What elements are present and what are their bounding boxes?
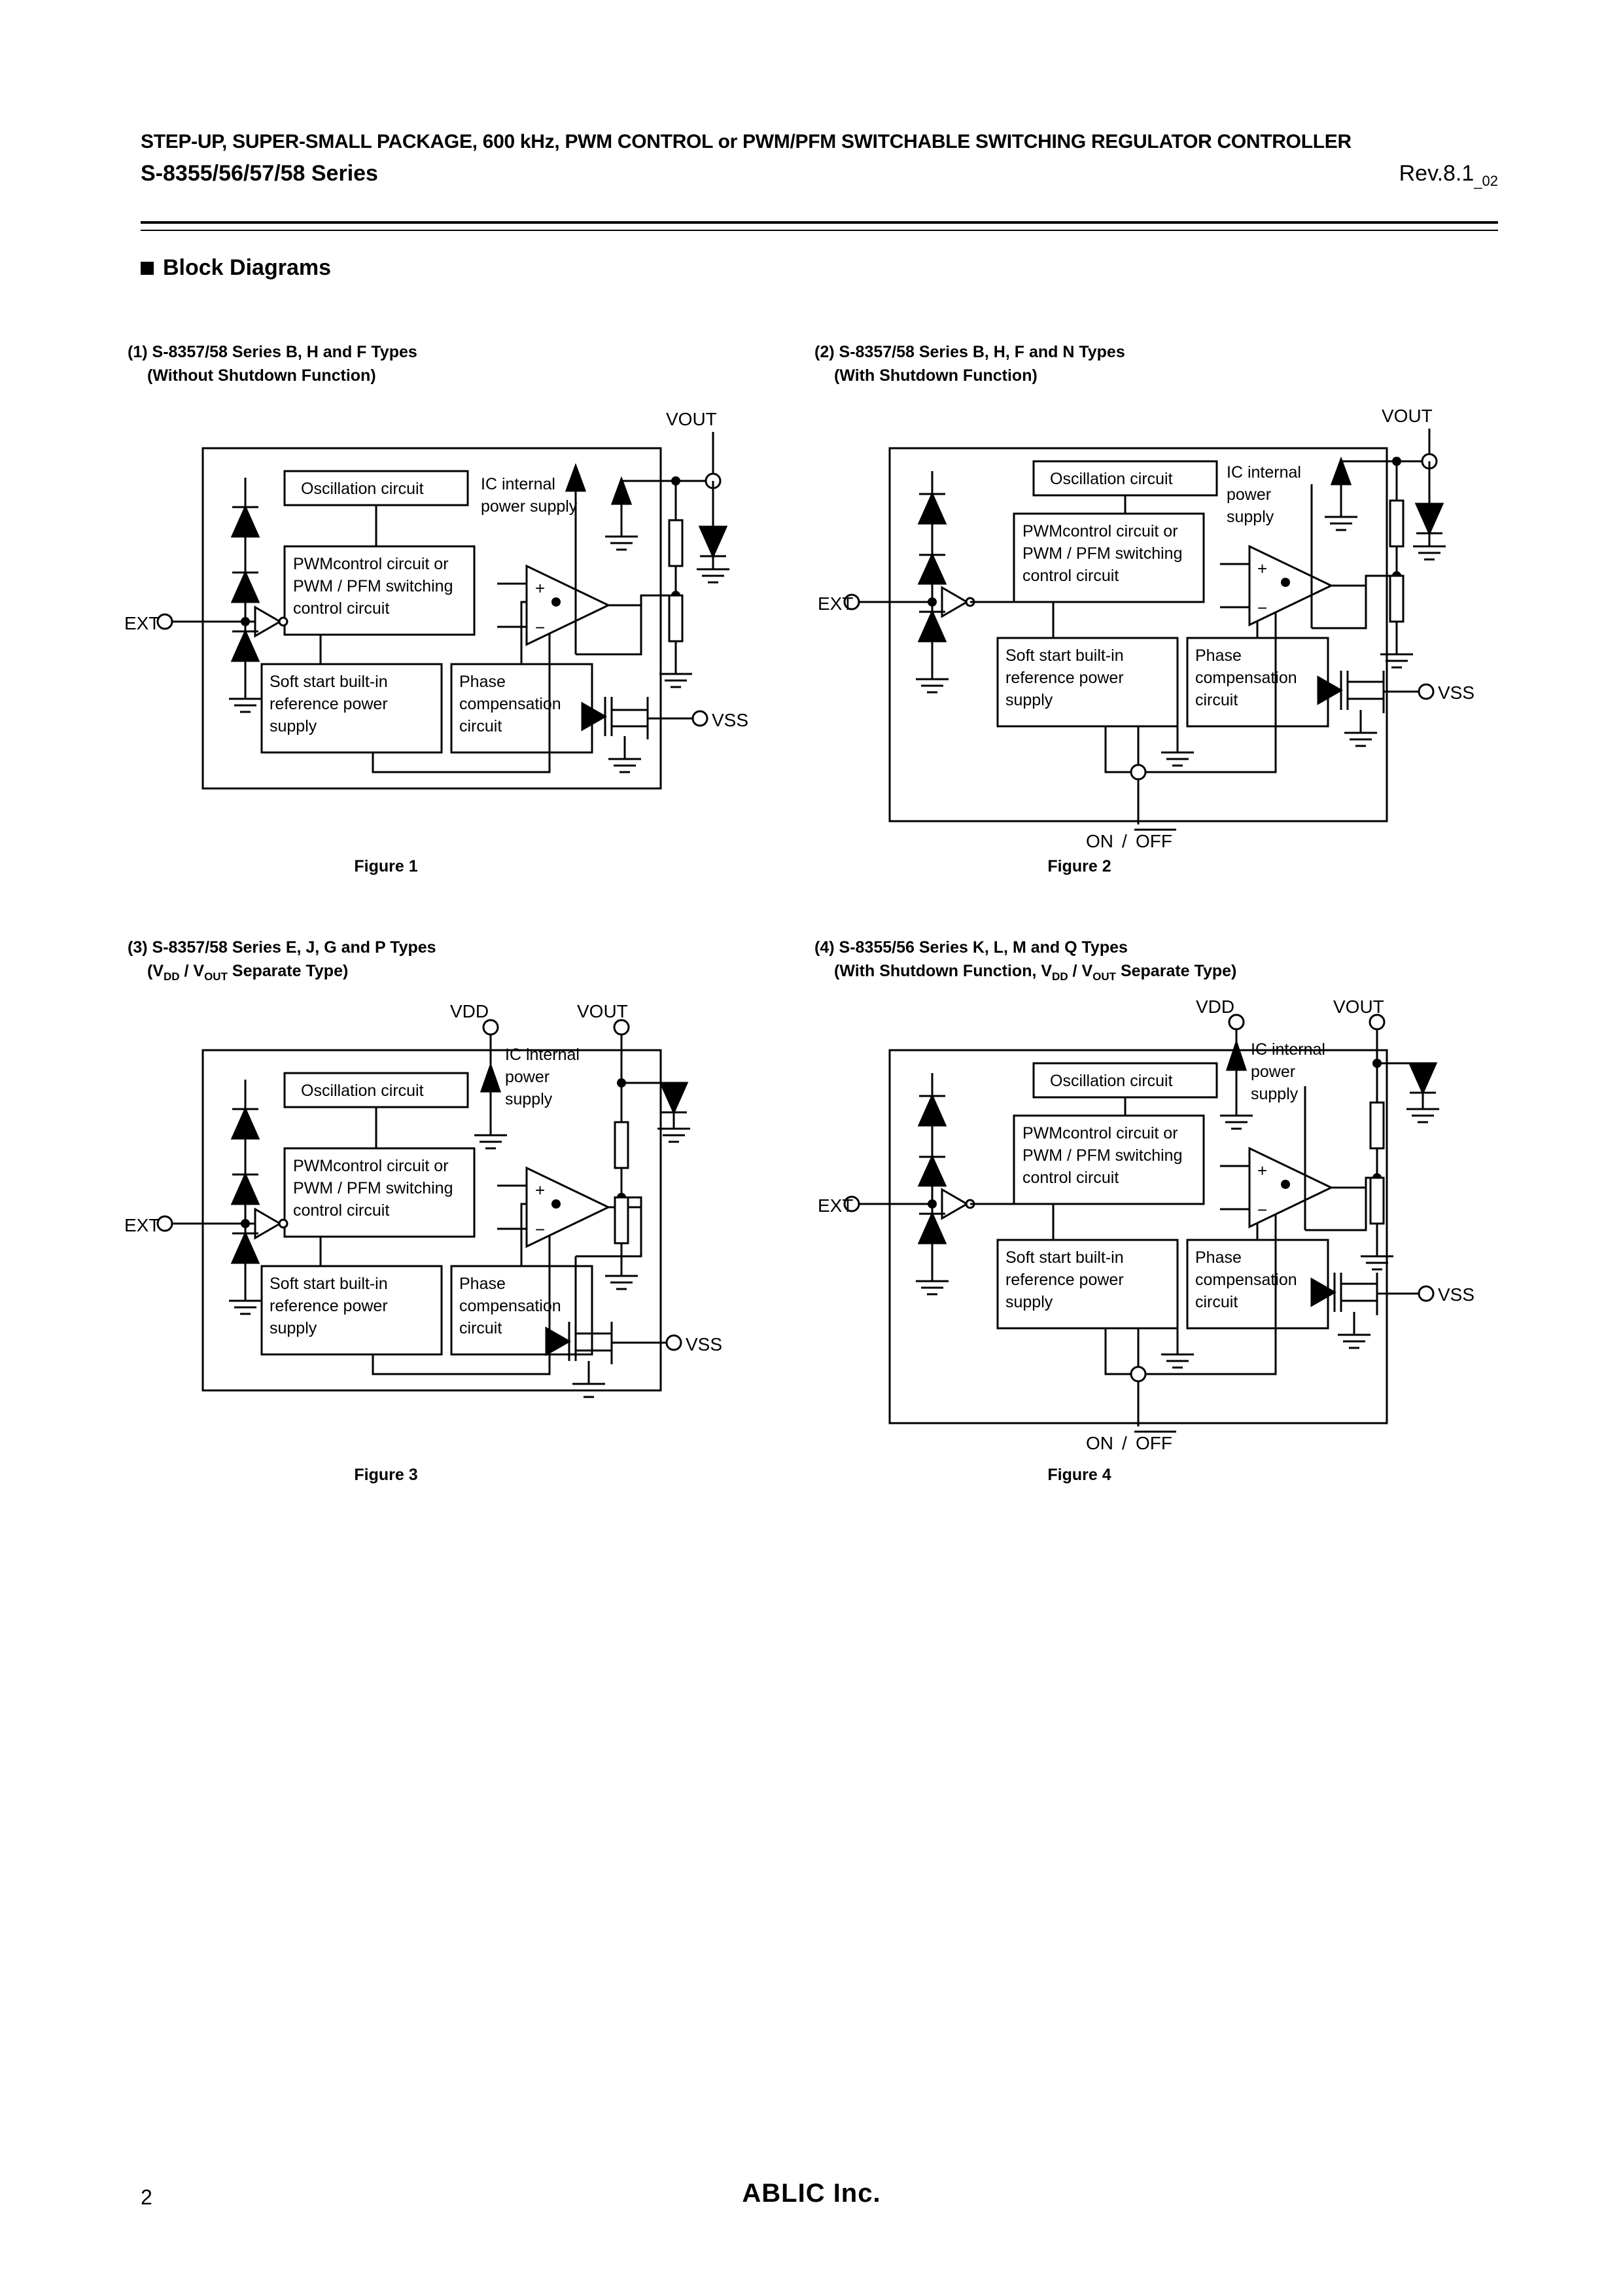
figure-4-caption: Figure 4 — [1047, 1466, 1111, 1484]
figure-2-diagram — [818, 406, 1485, 877]
svg-text:Oscillation circuit: Oscillation circuit — [301, 1082, 424, 1100]
svg-text:PWM / PFM switching: PWM / PFM switching — [293, 577, 453, 595]
svg-text:power: power — [505, 1068, 550, 1086]
svg-text:supply: supply — [270, 717, 317, 735]
svg-text:OFF: OFF — [1136, 1433, 1172, 1453]
page-title — [141, 255, 331, 281]
figure-2-caption: Figure 2 — [1047, 857, 1111, 875]
figure-1-number: (1) — [128, 343, 148, 361]
svg-text:VOUT: VOUT — [1333, 997, 1384, 1017]
figure-2-number: (2) — [814, 343, 835, 361]
document-header — [141, 131, 1498, 190]
svg-text:Phase: Phase — [1195, 646, 1242, 665]
svg-text:Phase: Phase — [459, 1275, 506, 1293]
svg-text:VDD: VDD — [450, 1001, 489, 1021]
svg-text:−: − — [535, 1220, 546, 1239]
svg-text:VOUT: VOUT — [577, 1001, 628, 1021]
header-revision — [1399, 161, 1498, 190]
svg-text:VSS: VSS — [686, 1334, 723, 1354]
svg-text:OFF: OFF — [1136, 831, 1172, 851]
svg-text:circuit: circuit — [1195, 691, 1238, 709]
svg-text:control circuit: control circuit — [293, 1201, 390, 1220]
page-title-label: Block Diagrams — [163, 255, 331, 280]
svg-text:Phase: Phase — [1195, 1248, 1242, 1267]
svg-text:reference power: reference power — [1005, 669, 1124, 687]
revision-main: Rev.8.1 — [1399, 161, 1475, 186]
figure-3-diagram — [124, 1001, 778, 1466]
svg-text:VSS: VSS — [1438, 1284, 1475, 1305]
svg-text:compensation: compensation — [459, 695, 561, 713]
svg-text:+: + — [535, 578, 546, 598]
svg-text:VSS: VSS — [712, 710, 749, 730]
svg-text:reference power: reference power — [270, 695, 388, 713]
figure-2-title: S-8357/58 Series B, H, F and N Types — [839, 343, 1125, 361]
svg-text:Phase: Phase — [459, 673, 506, 691]
svg-text:PWMcontrol circuit or: PWMcontrol circuit or — [1022, 522, 1178, 540]
svg-text:VOUT: VOUT — [666, 409, 717, 429]
svg-text:Soft start built-in: Soft start built-in — [1005, 646, 1124, 665]
svg-text:−: − — [535, 618, 546, 637]
svg-text:circuit: circuit — [459, 717, 502, 735]
svg-text:supply: supply — [270, 1319, 317, 1337]
svg-text:compensation: compensation — [1195, 669, 1297, 687]
svg-text:supply: supply — [1227, 508, 1274, 526]
svg-text:ON: ON — [1086, 1433, 1113, 1453]
svg-text:reference power: reference power — [270, 1297, 388, 1315]
svg-text:IC internal: IC internal — [505, 1046, 580, 1064]
svg-text:supply: supply — [1251, 1085, 1299, 1103]
svg-text:VOUT: VOUT — [1382, 406, 1433, 426]
figure-3-number: (3) — [128, 938, 148, 957]
figure-1-caption: Figure 1 — [354, 857, 418, 875]
bullet-square-icon — [141, 262, 154, 275]
figure-4-diagram — [818, 997, 1485, 1479]
svg-text:IC internal: IC internal — [1227, 463, 1301, 482]
svg-text:VSS: VSS — [1438, 682, 1475, 703]
svg-text:Soft start built-in: Soft start built-in — [270, 1275, 388, 1293]
svg-text:compensation: compensation — [459, 1297, 561, 1315]
svg-text:Soft start built-in: Soft start built-in — [270, 673, 388, 691]
svg-text:power: power — [1227, 486, 1272, 504]
revision-suffix: _02 — [1474, 172, 1498, 189]
figure-4-title: S-8355/56 Series K, L, M and Q Types — [839, 938, 1128, 957]
svg-text:IC internal: IC internal — [481, 475, 555, 493]
svg-text:supply: supply — [505, 1090, 553, 1108]
figure-1-diagram — [124, 406, 778, 864]
osc-label-1: Oscillation circuit — [301, 480, 424, 498]
svg-text:EXT: EXT — [124, 1215, 160, 1235]
svg-text:supply: supply — [1005, 691, 1053, 709]
figure-1-subtitle: (Without Shutdown Function) — [147, 366, 376, 385]
svg-text:control circuit: control circuit — [1022, 567, 1119, 585]
svg-text:circuit: circuit — [1195, 1293, 1238, 1311]
svg-text:EXT: EXT — [818, 1195, 854, 1216]
svg-text:EXT: EXT — [124, 613, 160, 633]
figure-1-heading — [128, 340, 417, 388]
svg-text:PWM / PFM switching: PWM / PFM switching — [1022, 544, 1183, 563]
svg-text:power: power — [1251, 1063, 1296, 1081]
svg-text:+: + — [535, 1180, 546, 1200]
footer-brand: ABLIC Inc. — [742, 2179, 881, 2208]
svg-text:compensation: compensation — [1195, 1271, 1297, 1289]
svg-text:PWMcontrol circuit or: PWMcontrol circuit or — [293, 555, 449, 573]
svg-text:EXT: EXT — [818, 593, 854, 614]
svg-text:PWM / PFM switching: PWM / PFM switching — [1022, 1146, 1183, 1165]
svg-text:+: + — [1257, 1161, 1268, 1180]
svg-text:control circuit: control circuit — [1022, 1169, 1119, 1187]
svg-text:power supply: power supply — [481, 497, 578, 516]
svg-text:IC internal: IC internal — [1251, 1040, 1325, 1059]
svg-text:−: − — [1257, 1200, 1268, 1220]
svg-text:PWMcontrol circuit or: PWMcontrol circuit or — [293, 1157, 449, 1175]
figure-4-number: (4) — [814, 938, 835, 957]
svg-text:Oscillation circuit: Oscillation circuit — [1050, 470, 1173, 488]
figure-3-title: S-8357/58 Series E, J, G and P Types — [152, 938, 436, 957]
svg-text:VDD: VDD — [1196, 997, 1235, 1017]
svg-text:PWMcontrol circuit or: PWMcontrol circuit or — [1022, 1124, 1178, 1142]
page-number: 2 — [141, 2185, 152, 2209]
figure-3-caption: Figure 3 — [354, 1466, 418, 1484]
header-product-line: STEP-UP, SUPER-SMALL PACKAGE, 600 kHz, PWM CONTROL or PWM/PFM SWITCHABLE SWITCHING REGULATOR CONTROLLER — [141, 131, 1352, 152]
figure-2-heading — [814, 340, 1125, 388]
svg-text:+: + — [1257, 559, 1268, 578]
header-series-title: S-8355/56/57/58 Series — [141, 161, 378, 186]
figure-2-subtitle: (With Shutdown Function) — [834, 366, 1038, 385]
svg-text:control circuit: control circuit — [293, 599, 390, 618]
figure-3-heading — [128, 936, 436, 985]
figure-1-title: S-8357/58 Series B, H and F Types — [152, 343, 417, 361]
svg-text:circuit: circuit — [459, 1319, 502, 1337]
svg-text:−: − — [1257, 598, 1268, 618]
figure-4-heading — [814, 936, 1236, 985]
svg-text:reference power: reference power — [1005, 1271, 1124, 1289]
svg-text:supply: supply — [1005, 1293, 1053, 1311]
svg-text:Soft start built-in: Soft start built-in — [1005, 1248, 1124, 1267]
figure-4-subtitle: (With Shutdown Function, $V_{DD} / V_{OUT}$ Separate Type) — [834, 962, 1237, 983]
figure-3-subtitle: ($V_{DD} / V_{OUT}$ Separate Type) — [147, 962, 349, 983]
header-divider — [141, 221, 1498, 231]
svg-text:PWM / PFM switching: PWM / PFM switching — [293, 1179, 453, 1197]
header-series-row — [141, 161, 1498, 190]
svg-text:/: / — [1122, 831, 1127, 851]
svg-text:/: / — [1122, 1433, 1127, 1453]
svg-text:Oscillation circuit: Oscillation circuit — [1050, 1072, 1173, 1090]
svg-text:ON: ON — [1086, 831, 1113, 851]
